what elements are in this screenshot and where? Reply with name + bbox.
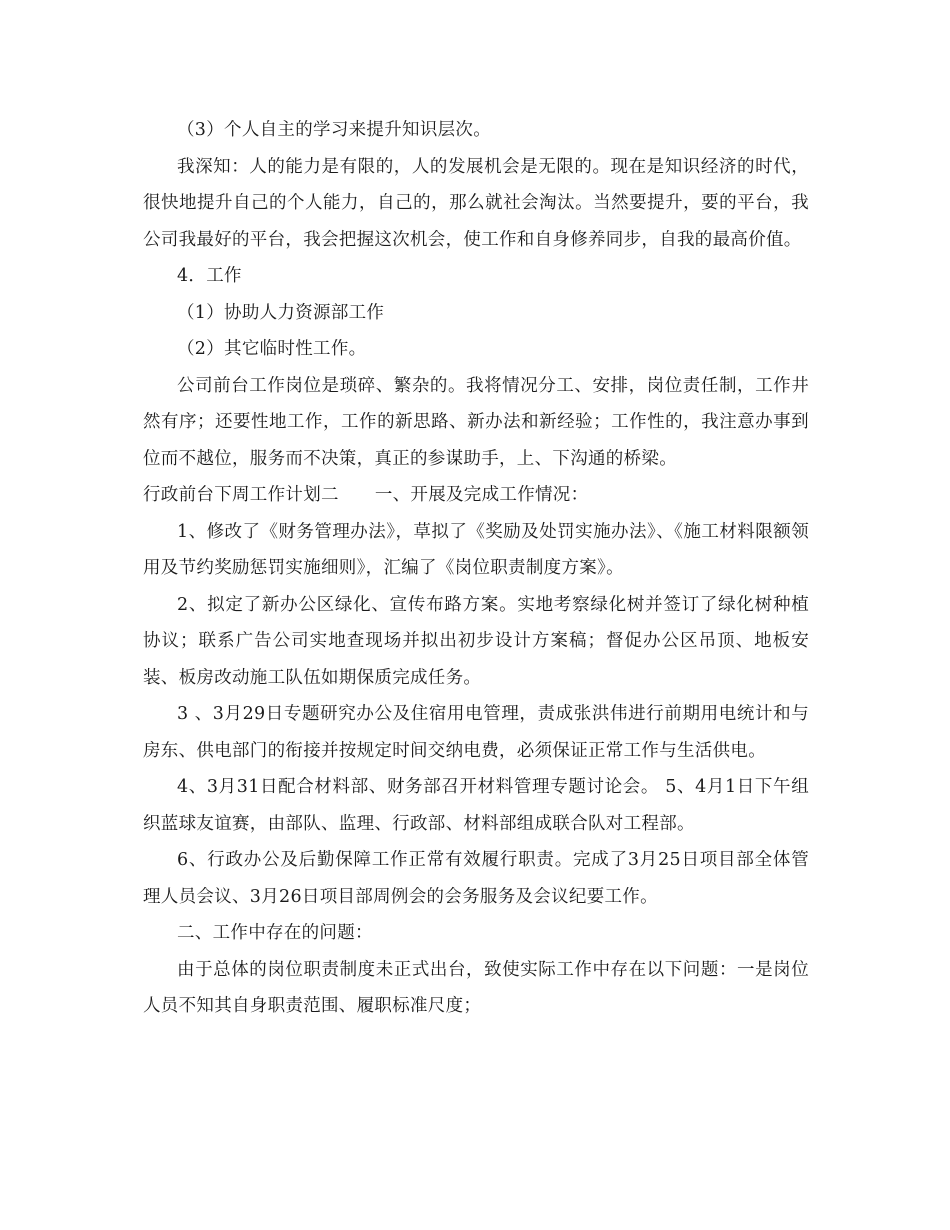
paragraph-2: 我深知：人的能力是有限的，人的发展机会是无限的。现在是知识经济的时代，很快地提升自己的个人能力，自己的，那么就社会淘汰。当然要提升，要的平台，我公司我最好的平台，我会把握这次机会，使工作和自身修养同步，自我的最高价值。: [143, 156, 809, 250]
document-body: [143, 112, 809, 1025]
paragraph-9: 2、拟定了新办公区绿化、宣传布路方案。实地考察绿化树并签订了绿化树种植协议；联系广告公司实地查现场并拟出初步设计方案稿；督促办公区吊顶、地板安装、板房改动施工队伍如期保质完成任务。: [143, 594, 809, 688]
section-heading-work: 4．工作: [177, 266, 242, 286]
paragraph-14: 由于总体的岗位职责制度未正式出台，致使实际工作中存在以下问题：一是岗位人员不知其自身职责范围、履职标准尺度；: [143, 959, 809, 1016]
plan-title-line: [143, 477, 809, 514]
paragraph-4: （1）协助人力资源部工作: [177, 302, 385, 323]
section-heading-problems: 二、工作中存在的问题：: [177, 923, 373, 943]
paragraph-10: 3 、3月29日专题研究办公及住宿用电管理，责成张洪伟进行前期用电统计和与房东、供电部门的衔接并按规定时间交纳电费，必须保证正常工作与生活供电。: [143, 704, 809, 761]
section-heading-completed: 一、开展及完成工作情况：: [374, 485, 589, 505]
paragraph-8: 1、修改了《财务管理办法》，草拟了《奖励及处罚实施办法》、《施工材料限额领用及节约奖励惩罚实施细则》，汇编了《岗位职责制度方案》。: [143, 521, 809, 578]
paragraph-6: 公司前台工作岗位是琐碎、繁杂的。我将情况分工、安排，岗位责任制，工作井然有序；还要性地工作，工作的新思路、新办法和新经验；工作性的，我注意办事到位而不越位，服务而不决策，真正的参谋助手，上、下沟通的桥梁。: [143, 375, 809, 469]
plan-title: 行政前台下周工作计划二: [143, 485, 339, 505]
paragraph-12: 6、行政办公及后勤保障工作正常有效履行职责。完成了3月25日项目部全体管理人员会议、3月26日项目部周例会的会务服务及会议纪要工作。: [143, 850, 809, 907]
paragraph-1: （3）个人自主的学习来提升知识层次。: [177, 120, 492, 140]
paragraph-11: 4、3月31日配合材料部、财务部召开材料管理专题讨论会。 5、4月1日下午组织蓝球友谊赛，由部队、监理、行政部、材料部组成联合队对工程部。: [143, 777, 809, 834]
paragraph-5: （2）其它临时性工作。: [177, 339, 367, 359]
